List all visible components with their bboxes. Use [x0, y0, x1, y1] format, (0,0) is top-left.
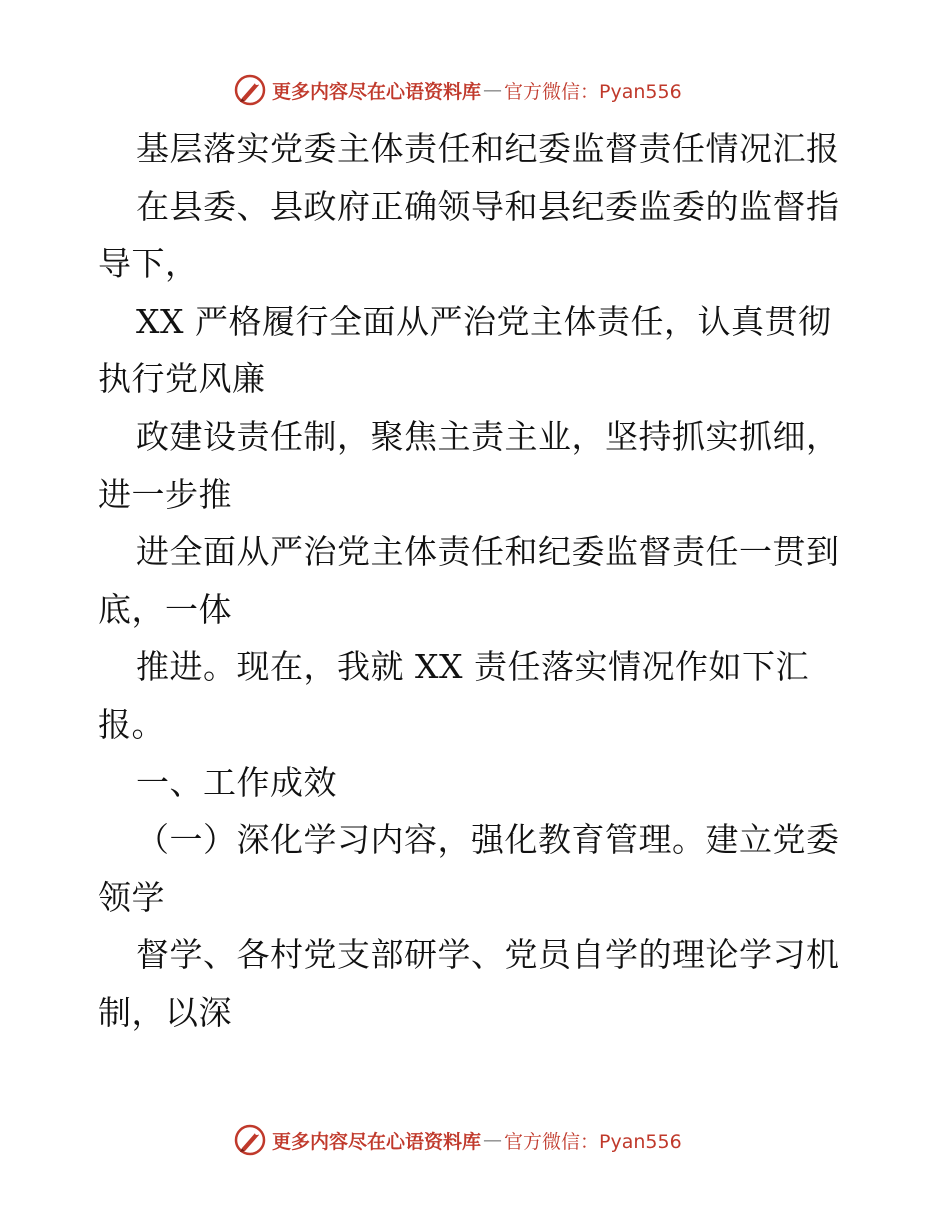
document-body: [98, 120, 878, 1042]
pen-logo-icon: [232, 1122, 268, 1158]
watermark-separator: —: [483, 79, 503, 101]
doc-line: XX 严格履行全面从严治党主体责任，认真贯彻: [136, 301, 832, 341]
watermark-separator: —: [483, 1129, 503, 1151]
doc-line: 在县委、县政府正确领导和县纪委监委的监督指: [136, 186, 840, 226]
doc-line: （一）深化学习内容，强化教育管理。建立党委: [136, 820, 840, 860]
doc-line: 制，以深: [98, 992, 232, 1032]
doc-line: 进全面从严治党主体责任和纪委监督责任一贯到: [136, 532, 840, 572]
doc-line: 进一步推: [98, 474, 232, 514]
doc-line: 底，一体: [98, 589, 232, 629]
pen-logo-icon: [232, 72, 268, 108]
doc-line: 政建设责任制，聚焦主责主业，坚持抓实抓细，: [136, 416, 840, 456]
doc-line: 一、工作成效: [136, 762, 337, 802]
watermark-text: 更多内容尽在心语资料库: [272, 1130, 482, 1153]
watermark-account: 官方微信：Pyan556: [504, 1130, 682, 1153]
doc-line: 推进。现在，我就 XX 责任落实情况作如下汇: [136, 647, 809, 687]
doc-line: 督学、各村党支部研学、党员自学的理论学习机: [136, 935, 840, 975]
doc-line: 基层落实党委主体责任和纪委监督责任情况汇报: [136, 129, 840, 168]
header-watermark: [232, 72, 682, 108]
doc-line: 领学: [98, 877, 165, 917]
watermark-account: 官方微信：Pyan556: [504, 80, 682, 103]
doc-line: 执行党风廉: [98, 359, 266, 399]
doc-line: 报。: [98, 704, 165, 744]
doc-line: 导下，: [98, 244, 199, 284]
watermark-text: 更多内容尽在心语资料库: [272, 80, 482, 103]
footer-watermark: [232, 1122, 682, 1158]
